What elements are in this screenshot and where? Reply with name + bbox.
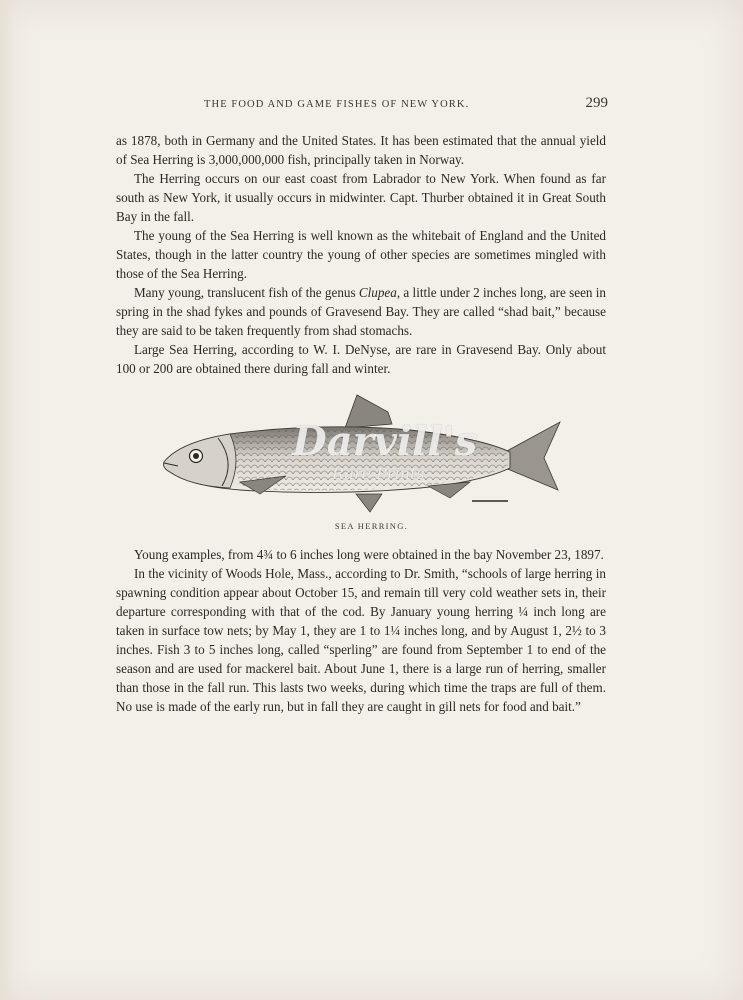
page-number: 299 bbox=[585, 95, 608, 111]
watermark-main: Darvill's bbox=[292, 418, 478, 465]
paragraph: Large Sea Herring, according to W. I. DeNyse, are rare in Gravesend Bay. Only about 100 or 200 are obtained there during fall and winter. bbox=[116, 342, 606, 376]
paragraph bbox=[116, 283, 606, 340]
sea-herring-illustration bbox=[160, 390, 570, 520]
paragraph: Young examples, from 4¾ to 6 inches long were obtained in the bay November 23, 1897. bbox=[134, 547, 604, 562]
watermark-sub: Rare Prints bbox=[332, 464, 425, 483]
text-block-bottom bbox=[116, 545, 606, 716]
paragraph: as 1878, both in Germany and the United States. It has been estimated that the annual yield of Sea Herring is 3,000,000,000 fish, principally taken in Norway. bbox=[116, 133, 606, 167]
paragraph: The Herring occurs on our east coast from Labrador to New York. When found as far south as New York, it usually occurs in midwinter. Capt. Thurber obtained it in Great South Bay in the fall. bbox=[116, 171, 606, 224]
genus-name: Clupea bbox=[358, 285, 397, 300]
paragraph: The young of the Sea Herring is well known as the whitebait of England and the United States, though in the latter country the young of other species are sometimes mingled with those of the Sea Herring. bbox=[116, 228, 606, 281]
paragraph-text: , a little under 2 inches long, are seen in spring in the shad fykes and pounds of Gravesend Bay. They are called “shad bait,” because they are said to be taken frequently from shad stomachs. bbox=[116, 285, 607, 338]
paragraph: In the vicinity of Woods Hole, Mass., according to Dr. Smith, “schools of large herring in spawning condition appear about October 15, and remain till very cold weather sets in, their departure corresponding with that of the cod. By January young herring ¼ inch long are taken in surface tow nets; by May 1, they are 1 to 1¼ inches long, and by August 1, 2½ to 3 inches. Fish 3 to 5 inches long, called “sperling” are found from September 1 to end of the season and are used for mackerel bait. About June 1, there is a large run of herring, smaller than those in the fall run. This lasts two weeks, during which time the traps are full of them. No use is made of the early run, but in fall they are caught in gill nets for food and bait.” bbox=[116, 566, 606, 714]
text-block-top bbox=[116, 131, 606, 378]
fish-engraving bbox=[160, 390, 570, 520]
page-edge bbox=[0, 0, 14, 1000]
figure-caption: SEA HERRING. bbox=[334, 521, 409, 531]
paragraph-text: Many young, translucent fish of the genus bbox=[134, 285, 359, 300]
running-head: THE FOOD AND GAME FISHES OF NEW YORK. bbox=[204, 99, 470, 110]
page-header bbox=[116, 97, 608, 117]
